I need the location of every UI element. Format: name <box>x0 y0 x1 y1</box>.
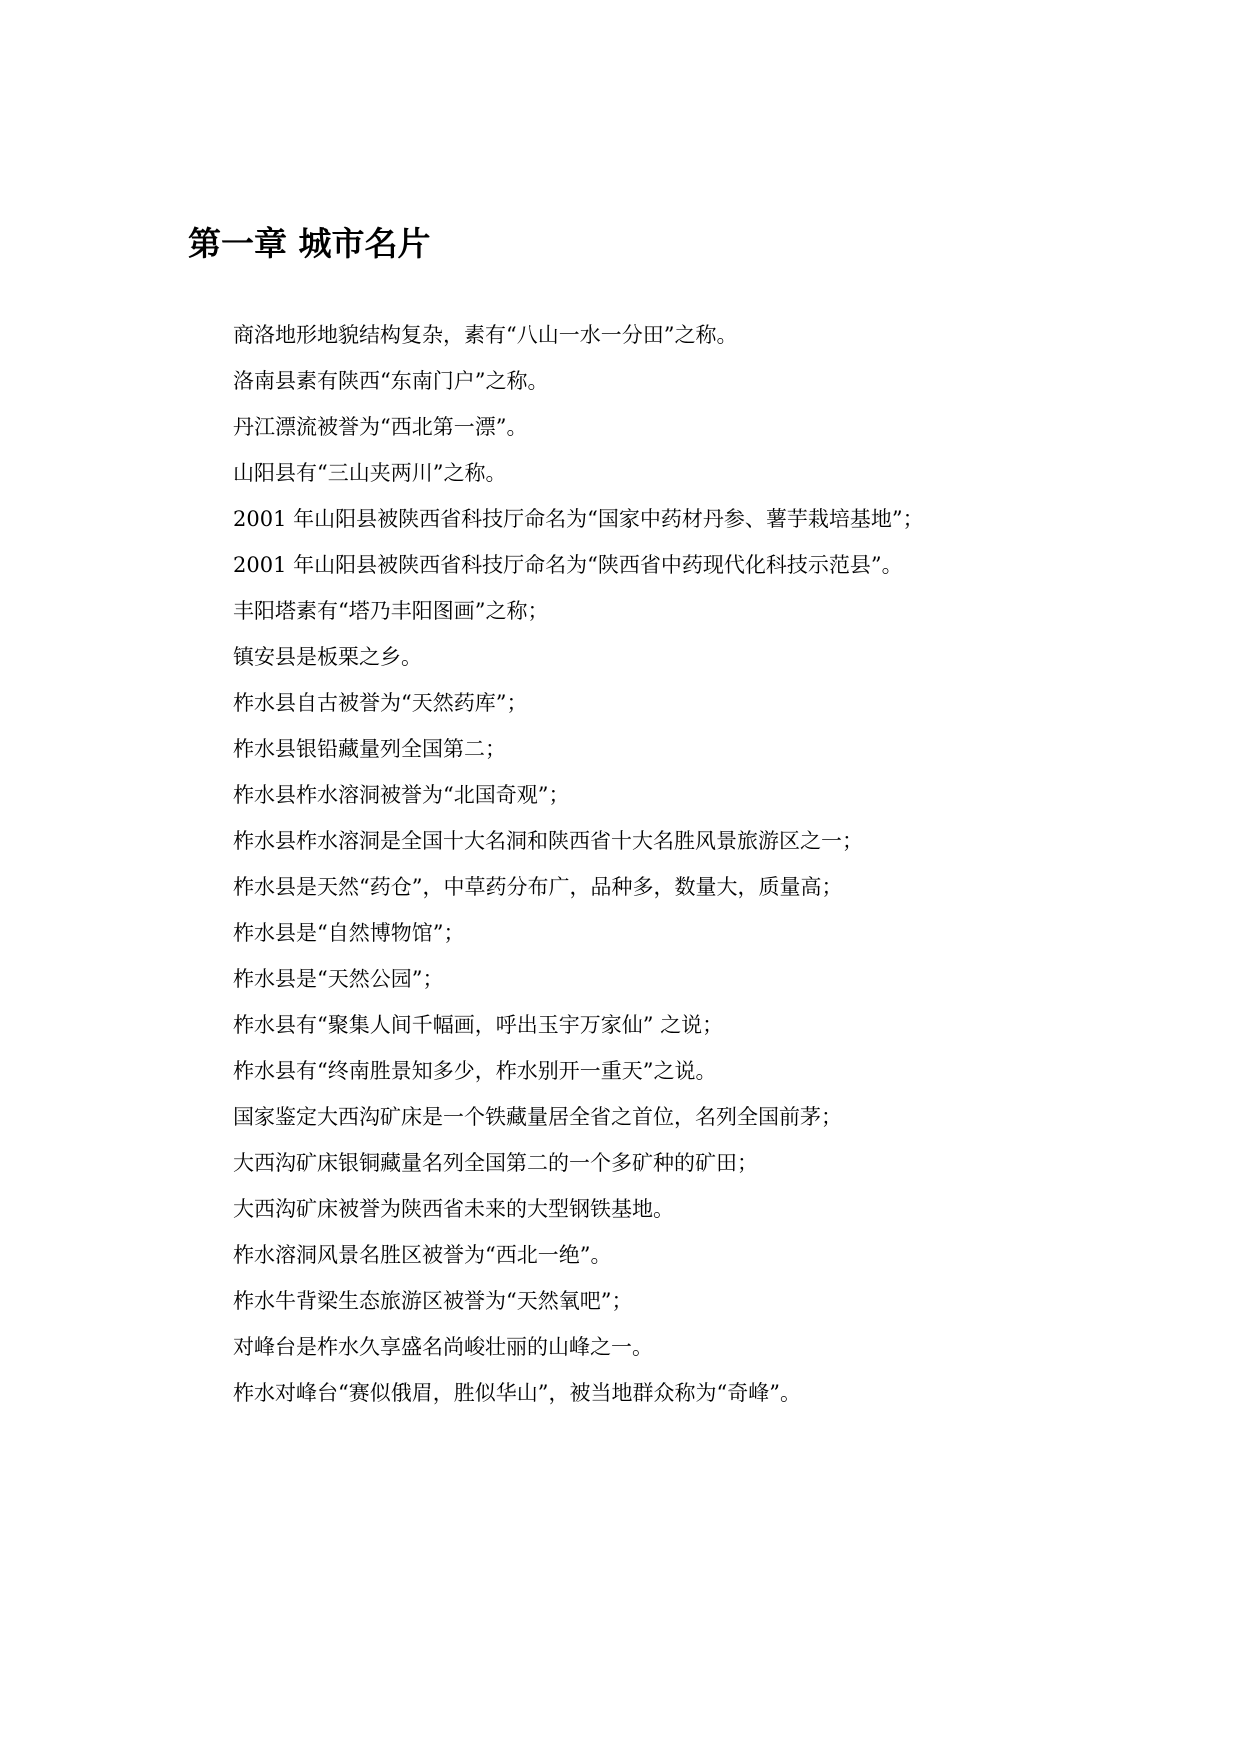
text-line: 柞水县是“天然公园”； <box>233 967 444 991</box>
text-line: 大西沟矿床被誉为陕西省未来的大型钢铁基地。 <box>233 1197 674 1221</box>
text-line: 山阳县有“三山夹两川”之称。 <box>233 461 507 485</box>
text-line: 国家鉴定大西沟矿床是一个铁藏量居全省之首位，名列全国前茅； <box>233 1105 842 1129</box>
text-line: 镇安县是板栗之乡。 <box>233 645 422 669</box>
text-line: 柞水牛背梁生态旅游区被誉为“天然氧吧”； <box>233 1289 633 1313</box>
text-line: 对峰台是柞水久享盛名尚峻壮丽的山峰之一。 <box>233 1335 653 1359</box>
text-line: 柞水县自古被誉为“天然药库”； <box>233 691 528 715</box>
text-line: 柞水县是“自然博物馆”； <box>233 921 465 945</box>
text-line: 丰阳塔素有“塔乃丰阳图画”之称； <box>233 599 549 623</box>
chapter-title: 第一章 城市名片 <box>188 224 431 263</box>
text-line: 2001 年山阳县被陕西省科技厅命名为“国家中药材丹参、薯芋栽培基地”； <box>233 507 924 531</box>
text-line: 柞水县是天然“药仓”，中草药分布广，品种多，数量大，质量高； <box>233 875 843 899</box>
text-line: 柞水县柞水溶洞被誉为“北国奇观”； <box>233 783 570 807</box>
text-line: 洛南县素有陕西“东南门户”之称。 <box>233 369 549 393</box>
text-line: 柞水溶洞风景名胜区被誉为“西北一绝”。 <box>233 1243 612 1267</box>
text-line: 商洛地形地貌结构复杂，素有“八山一水一分田”之称。 <box>233 323 738 347</box>
text-line: 2001 年山阳县被陕西省科技厅命名为“陕西省中药现代化科技示范县”。 <box>233 553 903 577</box>
text-line: 大西沟矿床银铜藏量名列全国第二的一个多矿种的矿田； <box>233 1151 758 1175</box>
text-line: 柞水县有“终南胜景知多少，柞水别开一重天”之说。 <box>233 1059 717 1083</box>
text-line: 柞水对峰台“赛似俄眉，胜似华山”，被当地群众称为“奇峰”。 <box>233 1381 801 1405</box>
text-line: 柞水县银铅藏量列全国第二； <box>233 737 506 761</box>
chapter-body <box>233 312 1193 1416</box>
text-line: 丹江漂流被誉为“西北第一漂”。 <box>233 415 528 439</box>
text-line: 柞水县有“聚集人间千幅画，呼出玉宇万家仙” 之说； <box>233 1013 724 1037</box>
text-line: 柞水县柞水溶洞是全国十大名洞和陕西省十大名胜风景旅游区之一； <box>233 829 863 853</box>
